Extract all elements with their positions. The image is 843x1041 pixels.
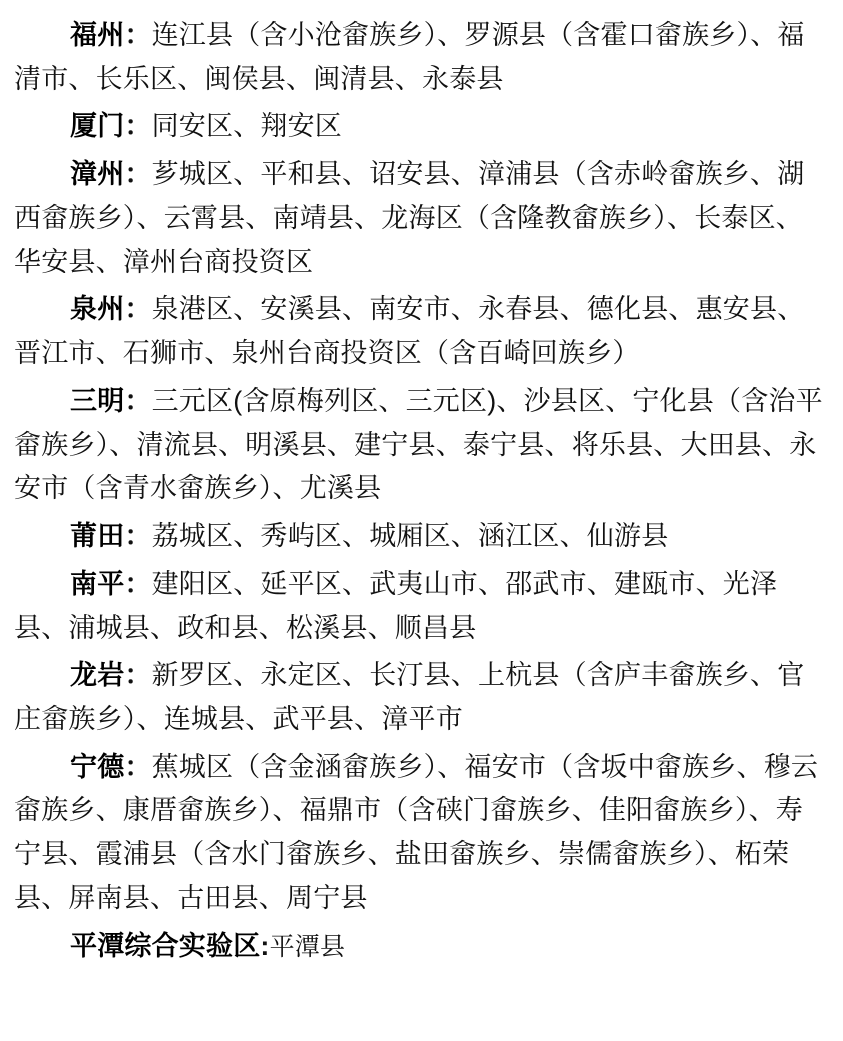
separator: ： — [124, 568, 152, 599]
region-list-quanzhou: 泉港区、安溪县、南安市、永春县、德化县、惠安县、晋江市、石狮市、泉州台商投资区（含百崎回族乡） — [14, 294, 805, 369]
region-list-zhangzhou: 芗城区、平和县、诏安县、漳浦县（含赤岭畲族乡、湖西畲族乡）、云霄县、南靖县、龙海区（含隆教畲族乡）、长泰区、华安县、漳州台商投资区 — [14, 159, 805, 277]
region-entry-sanming — [14, 380, 829, 511]
city-label-pingtan: 平潭综合实验区 — [70, 930, 261, 961]
region-entry-ningde — [14, 746, 829, 921]
separator: ： — [124, 660, 152, 691]
region-list-pingtan: 平潭县 — [269, 932, 346, 961]
separator: ： — [124, 294, 152, 325]
region-entry-fuzhou — [14, 14, 829, 101]
region-list-fuzhou: 连江县（含小沧畲族乡）、罗源县（含霍口畲族乡）、福清市、长乐区、闽侯县、闽清县、永泰县 — [14, 20, 805, 94]
city-label-putian: 莆田 — [70, 521, 125, 552]
city-label-sanming: 三明 — [70, 385, 125, 416]
region-list-xiamen: 同安区、翔安区 — [151, 111, 343, 142]
separator: ： — [124, 20, 152, 50]
region-entry-pingtan — [14, 925, 829, 969]
separator: ： — [124, 751, 152, 782]
city-label-nanping: 南平 — [70, 568, 125, 599]
separator: ： — [124, 111, 152, 142]
city-label-xiamen: 厦门 — [70, 111, 125, 142]
region-entry-zhangzhou — [14, 153, 829, 284]
separator: ： — [124, 521, 152, 552]
region-list-nanping: 建阳区、延平区、武夷山市、邵武市、建瓯市、光泽县、浦城县、政和县、松溪县、顺昌县 — [14, 568, 778, 643]
region-list-ningde: 蕉城区（含金涵畲族乡）、福安市（含坂中畲族乡、穆云畲族乡、康厝畲族乡）、福鼎市（含硖门畲族乡、佳阳畲族乡）、寿宁县、霞浦县（含水门畲族乡、盐田畲族乡、崇儒畲族乡）、柘荣县、屏南县、古田县、周宁县 — [14, 751, 819, 913]
separator: : — [260, 930, 270, 961]
region-entry-nanping — [14, 563, 829, 650]
city-label-ningde: 宁德 — [70, 751, 125, 782]
city-label-zhangzhou: 漳州 — [70, 159, 125, 190]
separator: ： — [124, 159, 152, 190]
separator: ： — [124, 385, 152, 416]
city-label-fuzhou: 福州 — [70, 20, 125, 50]
city-label-longyan: 龙岩 — [70, 660, 125, 691]
region-entry-quanzhou — [14, 288, 829, 375]
city-label-quanzhou: 泉州 — [70, 294, 125, 325]
region-entry-xiamen — [14, 105, 829, 149]
region-entry-longyan — [14, 654, 829, 741]
region-entry-putian — [14, 515, 829, 559]
region-list-longyan: 新罗区、永定区、长汀县、上杭县（含庐丰畲族乡、官庄畲族乡）、连城县、武平县、漳平市 — [14, 660, 805, 735]
region-list-putian: 荔城区、秀屿区、城厢区、涵江区、仙游县 — [151, 521, 669, 552]
region-list-sanming: 三元区(含原梅列区、三元区)、沙县区、宁化县（含治平畲族乡）、清流县、明溪县、建宁县、泰宁县、将乐县、大田县、永安市（含青水畲族乡）、尤溪县 — [14, 385, 823, 504]
